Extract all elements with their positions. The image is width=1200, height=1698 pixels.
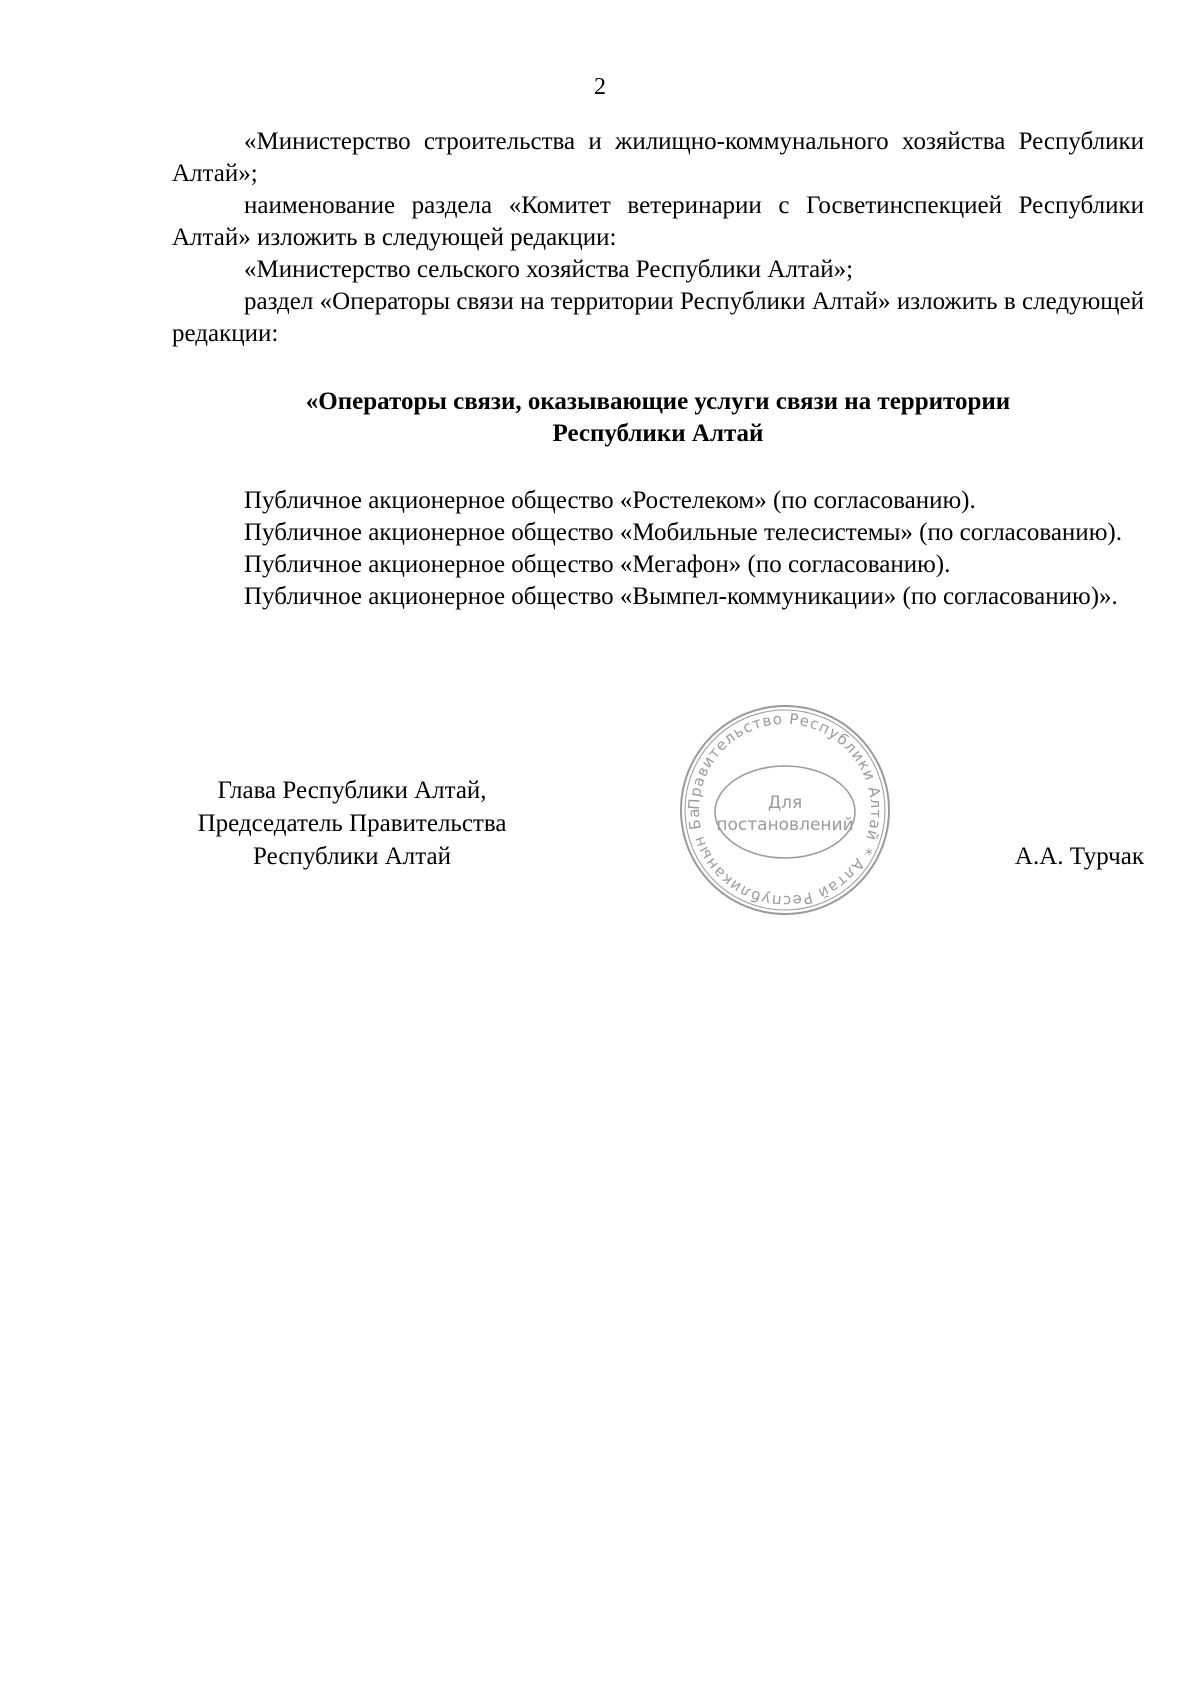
operators-list — [172, 485, 1144, 613]
signatory-name: А.А. Турчак — [1014, 843, 1144, 870]
paragraph-veterinary-rename: наименование раздела «Комитет ветеринарии с Госветинспекцией Республики Алтай» изложить в следующей редакции: — [172, 192, 1144, 251]
operator-item-megafon: Публичное акционерное общество «Мегафон» (по согласованию). — [244, 551, 951, 578]
page-number: 2 — [594, 74, 606, 100]
paragraph-ministry-construction: «Министерство строительства и жилищно-коммунального хозяйства Республики Алтай»; — [172, 128, 1144, 187]
stamp-inner-line-2: постановлений — [716, 815, 854, 835]
section-heading-line-1: «Операторы связи, оказывающие услуги связи на территории — [305, 388, 1011, 415]
paragraph-operators-section: раздел «Операторы связи на территории Республики Алтай» изложить в следующей редакции: — [172, 288, 1144, 347]
operator-item-mts: Публичное акционерное общество «Мобильные телесистемы» (по согласованию). — [244, 519, 1122, 546]
signatory-title — [172, 774, 532, 873]
signatory-title-line-2: Председатель Правительства — [197, 810, 507, 837]
paragraph-ministry-agriculture: «Министерство сельского хозяйства Республики Алтай»; — [244, 256, 854, 283]
section-heading — [172, 386, 1144, 450]
operator-item-rostelecom: Публичное акционерное общество «Ростелеком» (по согласованию). — [244, 487, 976, 514]
section-heading-line-2: Республики Алтай — [552, 420, 764, 447]
stamp-inner-line-1: Для — [767, 793, 803, 813]
amendment-text — [172, 126, 1144, 350]
operator-item-beeline: Публичное акционерное общество «Вымпел-коммуникации» (по согласованию)». — [244, 583, 1118, 610]
official-stamp — [675, 700, 895, 920]
stamp-outer-text: Правительство Республики Алтай * Алтай Республиканын Ба — [684, 709, 886, 911]
signatory-title-line-1: Глава Республики Алтай, — [217, 777, 487, 804]
signatory-title-line-3: Республики Алтай — [253, 843, 451, 870]
